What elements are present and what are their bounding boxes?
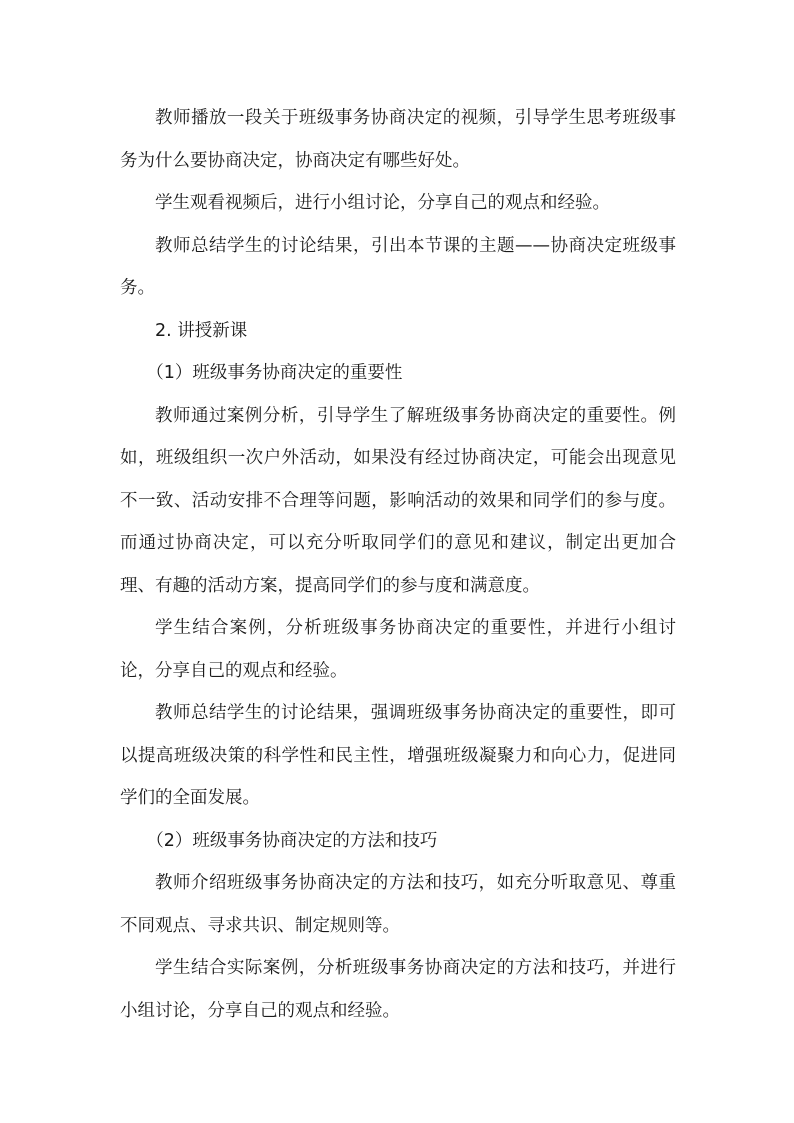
paragraph-intro-video: 教师播放一段关于班级事务协商决定的视频，引导学生思考班级事务为什么要协商决定，协商决定有哪些好处。	[120, 108, 676, 171]
subheading-importance: （1）班级事务协商决定的重要性	[146, 363, 403, 383]
paragraph-importance-summary: 教师总结学生的讨论结果，强调班级事务协商决定的重要性，即可以提高班级决策的科学性和民主性，增强班级凝聚力和向心力，促进同学们的全面发展。	[120, 703, 676, 808]
paragraph-student-discussion: 学生观看视频后，进行小组讨论，分享自己的观点和经验。	[155, 193, 610, 213]
section-heading-new-lesson: 2. 讲授新课	[155, 320, 248, 341]
paragraph-methods-intro: 教师介绍班级事务协商决定的方法和技巧，如充分听取意见、尊重不同观点、寻求共识、制定规则等。	[120, 873, 676, 936]
paragraph-methods-practice: 学生结合实际案例，分析班级事务协商决定的方法和技巧，并进行小组讨论，分享自己的观点和经验。	[120, 958, 676, 1021]
paragraph-teacher-summary: 教师总结学生的讨论结果，引出本节课的主题——协商决定班级事务。	[120, 235, 676, 298]
paragraph-case-analysis: 教师通过案例分析，引导学生了解班级事务协商决定的重要性。例如，班级组织一次户外活动，如果没有经过协商决定，可能会出现意见不一致、活动安排不合理等问题，影响活动的效果和同学们的参与度。而通过协商决定，可以充分听取同学们的意见和建议，制定出更加合理、有趣的活动方案，提高同学们的参与度和满意度。	[120, 405, 676, 596]
subheading-methods: （2）班级事务协商决定的方法和技巧	[146, 830, 438, 851]
paragraph-student-analysis: 学生结合案例，分析班级事务协商决定的重要性，并进行小组讨论，分享自己的观点和经验。	[120, 618, 676, 681]
document-body	[120, 97, 676, 1032]
